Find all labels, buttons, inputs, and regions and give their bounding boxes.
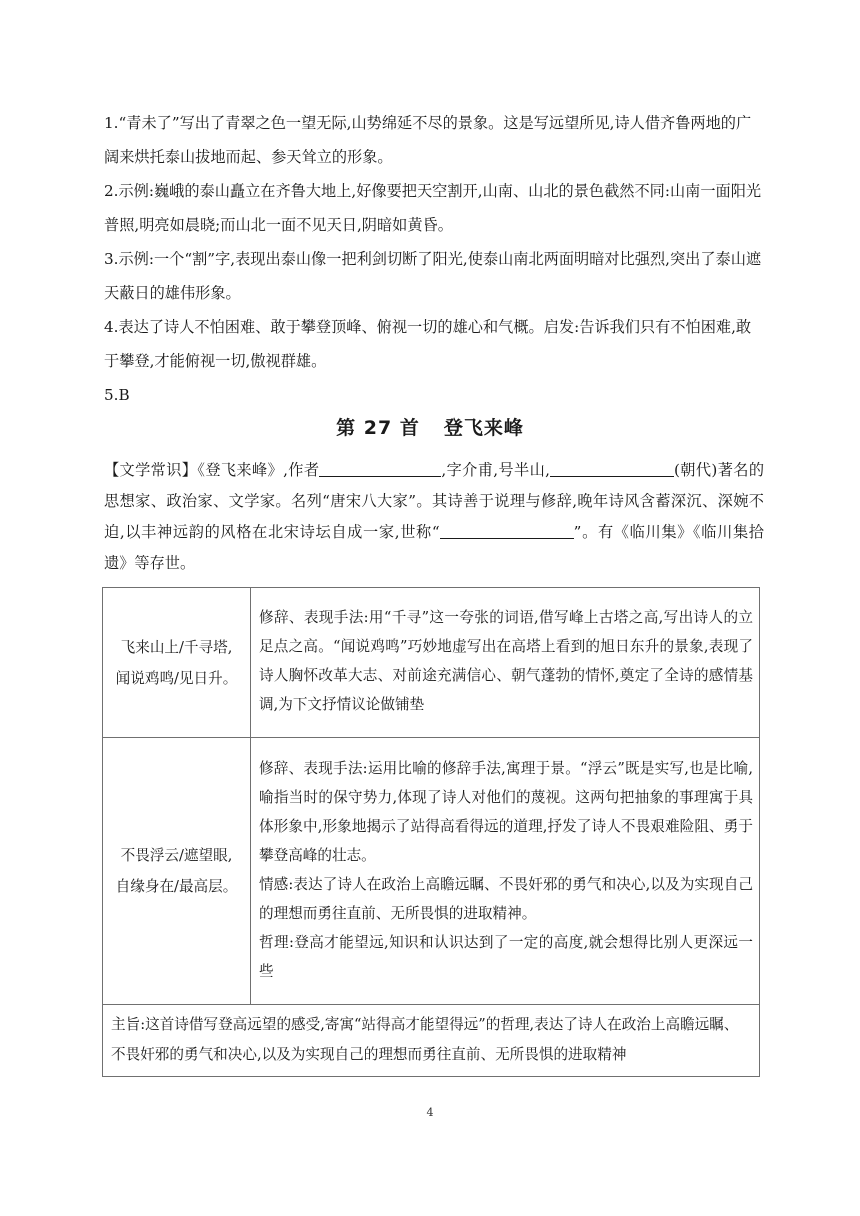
poem-analysis-table xyxy=(102,587,760,1077)
poem-line: 闻说鸡鸣/见日升。 xyxy=(115,669,238,687)
poem-line: 自缘身在/最高层。 xyxy=(115,878,238,895)
answer-item-5: 5.B xyxy=(104,386,130,404)
poem-title xyxy=(0,413,860,440)
poem-number: 第 27 首 xyxy=(336,417,420,439)
analysis-text: 哲理:登高才能望远,知识和认识达到了一定的高度,就会想得比别人更深远一些 xyxy=(259,933,753,980)
analysis-cell xyxy=(251,738,760,1005)
style-title-blank[interactable] xyxy=(440,522,574,539)
page-number: 4 xyxy=(426,1106,434,1119)
dynasty-blank[interactable] xyxy=(550,460,674,477)
table-row xyxy=(103,1005,760,1077)
analysis-text: 修辞、表现手法:用“千寻”这一夸张的词语,借写峰上古塔之高,写出诗人的立足点之高。“闻说鸡鸣”巧妙地虚写出在高塔上看到的旭日东升的景象,表现了诗人胸怀改革大志、对前途充满信心、朝气蓬勃的情怀,奠定了全诗的感情基调,为下文抒情议论做铺垫 xyxy=(259,609,753,713)
table-row xyxy=(103,588,760,738)
answer-item-4: 4.表达了诗人不怕困难、敢于攀登顶峰、俯视一切的雄心和气概。启发:告诉我们只有不怕困难,敢于攀登,才能俯视一切,傲视群雄。 xyxy=(104,318,752,370)
answer-item-1: 1.“青未了”写出了青翠之色一望无际,山势绵延不尽的景象。这是写远望所见,诗人借齐鲁两地的广阔来烘托泰山拔地而起、参天耸立的形象。 xyxy=(104,114,752,166)
answer-item-3: 3.示例:一个“割”字,表现出泰山像一把利剑切断了阳光,使泰山南北两面明暗对比强烈,突出了泰山遮天蔽日的雄伟形象。 xyxy=(104,250,762,302)
poem-name: 登飞来峰 xyxy=(443,417,524,439)
answer-section xyxy=(104,106,764,412)
answer-item-2: 2.示例:巍峨的泰山矗立在齐鲁大地上,好像要把天空割开,山南、山北的景色截然不同:山南一面阳光普照,明亮如晨晓;而山北一面不见天日,阴暗如黄昏。 xyxy=(104,182,762,234)
theme-cell: 主旨:这首诗借写登高远望的感受,寄寓“站得高才能望得远”的哲理,表达了诗人在政治上高瞻远瞩、不畏奸邪的勇气和决心,以及为实现自己的理想而勇往直前、无所畏惧的进取精神 xyxy=(103,1005,760,1077)
poem-lines-cell xyxy=(103,588,251,738)
author-blank[interactable] xyxy=(319,460,441,477)
poem-line: 飞来山上/千寻塔, xyxy=(120,638,233,656)
analysis-text: 情感:表达了诗人在政治上高瞻远瞩、不畏奸邪的勇气和决心,以及为实现自己的理想而勇往直前、无所畏惧的进取精神。 xyxy=(259,875,753,922)
table-row xyxy=(103,738,760,1005)
poem-line: 不畏浮云/遮望眼, xyxy=(120,847,233,864)
analysis-cell xyxy=(251,588,760,738)
poem-lines-cell xyxy=(103,738,251,1005)
literary-knowledge-label: 【文学常识】 xyxy=(104,461,198,479)
analysis-text: 修辞、表现手法:运用比喻的修辞手法,寓理于景。“浮云”既是实写,也是比喻,喻指当时的保守势力,体现了诗人对他们的蔑视。这两句把抽象的事理寓于具体形象中,形象地揭示了站得高看得远的道理,抒发了诗人不畏艰难险阻、勇于攀登高峰的壮志。 xyxy=(259,759,753,864)
literary-knowledge: 【文学常识】《登飞来峰》,作者 ,字介甫,号半山, (朝代)著名的思想家、政治家、文学家。名列“唐宋八大家”。其诗善于说理与修辞,晚年诗风含蓄深沉、深婉不迫,以丰神远韵的风格在北宋诗坛自成一家,世称“ ”。有《临川集》《临川集拾遗》等存世。 xyxy=(104,461,765,572)
